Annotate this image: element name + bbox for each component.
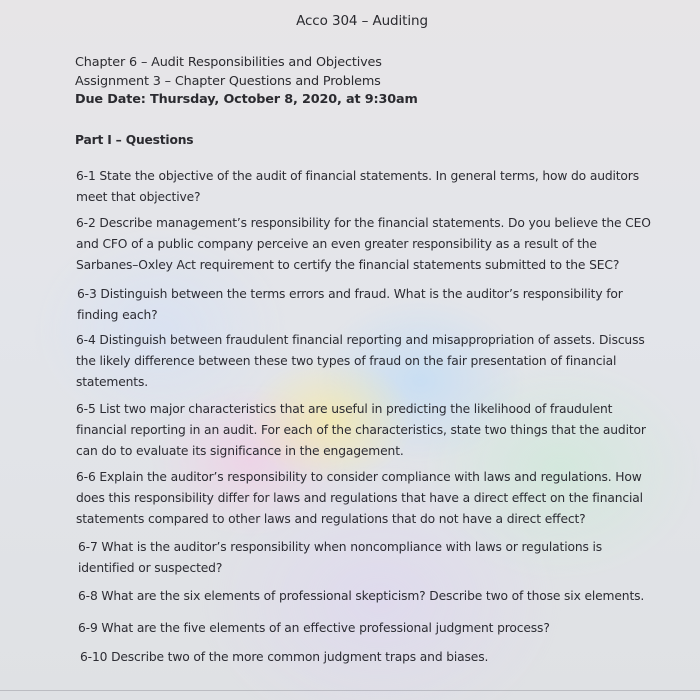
question-6-2: 6-2 Describe management’s responsibility for the financial statements. Do you believe the CEO and CFO of a public company perceive an even greater responsibility as a result of the Sarbanes–Oxley Act requirement to certify the financial statements submitted to the SEC? xyxy=(76,216,651,272)
question-6-7: 6-7 What is the auditor’s responsibility when noncompliance with laws or regulations is identified or suspected? xyxy=(78,540,603,575)
page-bottom-edge xyxy=(0,690,700,691)
question-6-1: 6-1 State the objective of the audit of financial statements. In general terms, how do auditors meet that objective? xyxy=(76,169,639,204)
assignment-header xyxy=(75,54,418,110)
question-6-10: 6-10 Describe two of the more common judgment traps and biases. xyxy=(80,650,489,664)
question-6-9: 6-9 What are the five elements of an effective professional judgment process? xyxy=(78,621,550,635)
question-6-6: 6-6 Explain the auditor’s responsibility to consider compliance with laws and regulations. How does this responsibility differ for laws and regulations that have a direct effect on the financial statements compared to other laws and regulations that do not have a direct effect? xyxy=(76,470,643,526)
due-date: Due Date: Thursday, October 8, 2020, at 9:30am xyxy=(75,92,418,107)
question-6-8: 6-8 What are the six elements of professional skepticism? Describe two of those six elements. xyxy=(78,589,645,603)
question-6-5: 6-5 List two major characteristics that are useful in predicting the likelihood of fraudulent financial reporting in an audit. For each of the characteristics, state two things that the auditor can do to evaluate its significance in the engagement. xyxy=(76,402,646,458)
chapter-title: Chapter 6 – Audit Responsibilities and Objectives xyxy=(75,55,382,70)
part-title: Part I – Questions xyxy=(75,133,194,147)
assignment-title: Assignment 3 – Chapter Questions and Problems xyxy=(75,73,381,89)
question-6-4: 6-4 Distinguish between fraudulent financial reporting and misappropriation of assets. Discuss the likely difference between these two types of fraud on the fair presentation of financial statements. xyxy=(76,333,645,389)
question-6-3: 6-3 Distinguish between the terms errors and fraud. What is the auditor’s responsibility for finding each? xyxy=(77,287,623,322)
course-title: Acco 304 – Auditing xyxy=(296,13,428,29)
